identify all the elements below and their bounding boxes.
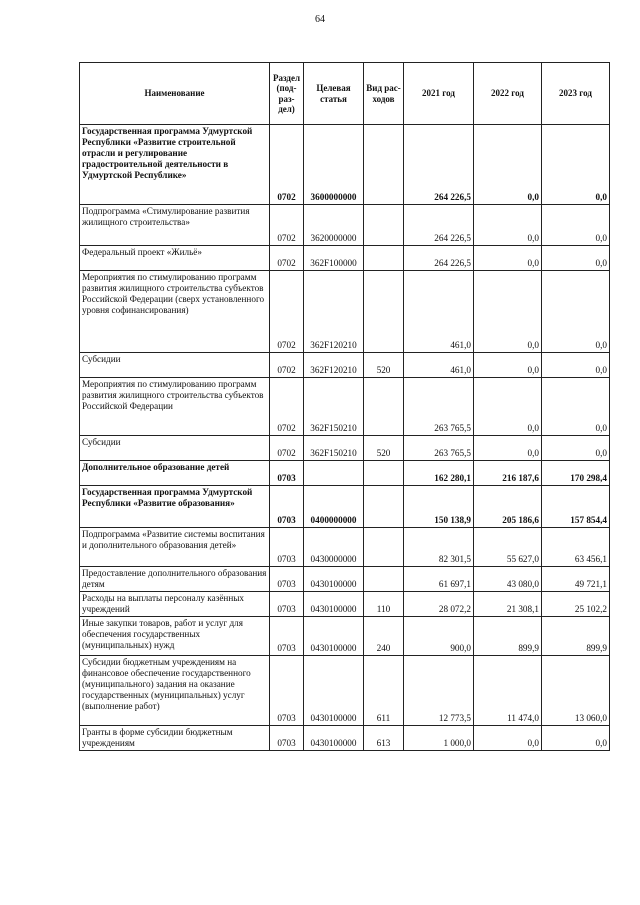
table-row: [80, 125, 610, 205]
row-section: 0702: [270, 436, 304, 461]
row-target: 0400000000: [304, 486, 364, 528]
row-2023: 63 456,1: [542, 528, 610, 567]
row-2021: 162 280,1: [404, 461, 474, 486]
row-section: 0703: [270, 486, 304, 528]
page-number: 64: [315, 14, 325, 25]
row-2022: 205 186,6: [474, 486, 542, 528]
table-row: [80, 656, 610, 726]
row-2023: 0,0: [542, 353, 610, 378]
row-2022: 0,0: [474, 726, 542, 751]
row-expense: [364, 125, 404, 205]
row-2021: 61 697,1: [404, 567, 474, 592]
row-section: 0702: [270, 246, 304, 271]
row-2022: 0,0: [474, 125, 542, 205]
row-expense: 110: [364, 592, 404, 617]
row-section: 0702: [270, 125, 304, 205]
row-name: Субсидии бюджетным учреждениям на финансовое обеспечение государственного (муниципального) задания на оказание государственных (муниципальных) услуг (выполнение работ): [80, 656, 270, 726]
row-name: Мероприятия по стимулированию программ развития жилищного строительства субъектов Российской Федерации (сверх установленного уровня софинансирования): [80, 271, 270, 353]
row-expense: [364, 528, 404, 567]
row-section: 0702: [270, 205, 304, 246]
row-2022: 899,9: [474, 617, 542, 656]
row-2023: 899,9: [542, 617, 610, 656]
row-2021: 12 773,5: [404, 656, 474, 726]
row-section: 0703: [270, 726, 304, 751]
row-2022: 43 080,0: [474, 567, 542, 592]
table-row: [80, 486, 610, 528]
row-2022: 0,0: [474, 378, 542, 436]
row-2021: 28 072,2: [404, 592, 474, 617]
row-2023: 49 721,1: [542, 567, 610, 592]
row-2023: 0,0: [542, 378, 610, 436]
row-target: 362F120210: [304, 271, 364, 353]
row-name: Подпрограмма «Развитие системы воспитания и дополнительного образования детей»: [80, 528, 270, 567]
row-expense: 240: [364, 617, 404, 656]
row-target: 0430100000: [304, 726, 364, 751]
table-row: [80, 617, 610, 656]
row-name: Расходы на выплаты персоналу казённых учреждений: [80, 592, 270, 617]
row-2021: 461,0: [404, 353, 474, 378]
row-expense: [364, 567, 404, 592]
row-expense: 611: [364, 656, 404, 726]
row-expense: 520: [364, 436, 404, 461]
row-target: 0430000000: [304, 528, 364, 567]
row-target: 3600000000: [304, 125, 364, 205]
row-2023: 0,0: [542, 125, 610, 205]
row-name: Гранты в форме субсидии бюджетным учреждениям: [80, 726, 270, 751]
header-name: Наименование: [80, 63, 270, 125]
row-target: 0430100000: [304, 656, 364, 726]
row-name: Дополнительное образование детей: [80, 461, 270, 486]
row-name: Федеральный проект «Жильё»: [80, 246, 270, 271]
row-section: 0703: [270, 567, 304, 592]
table-row: [80, 378, 610, 436]
row-target: 362F150210: [304, 378, 364, 436]
row-target: [304, 461, 364, 486]
table-row: [80, 592, 610, 617]
table-row: [80, 567, 610, 592]
row-2023: 25 102,2: [542, 592, 610, 617]
row-2023: 13 060,0: [542, 656, 610, 726]
row-2021: 264 226,5: [404, 246, 474, 271]
row-target: 0430100000: [304, 567, 364, 592]
row-2021: 264 226,5: [404, 125, 474, 205]
row-name: Государственная программа Удмуртской Республики «Развитие образования»: [80, 486, 270, 528]
table-row: [80, 436, 610, 461]
table-row: [80, 271, 610, 353]
row-2023: 170 298,4: [542, 461, 610, 486]
row-section: 0702: [270, 378, 304, 436]
row-expense: [364, 378, 404, 436]
row-expense: 613: [364, 726, 404, 751]
table-row: [80, 246, 610, 271]
row-2022: 0,0: [474, 436, 542, 461]
row-target: 362F150210: [304, 436, 364, 461]
table-row: [80, 353, 610, 378]
row-2022: 55 627,0: [474, 528, 542, 567]
row-name: Подпрограмма «Стимулирование развития жилищного строительства»: [80, 205, 270, 246]
row-target: 0430100000: [304, 592, 364, 617]
budget-table: [79, 62, 610, 751]
row-2021: 461,0: [404, 271, 474, 353]
row-section: 0702: [270, 271, 304, 353]
row-name: Государственная программа Удмуртской Республики «Развитие строительной отрасли и регулирование градостроительной деятельности в Удмуртской Республике»: [80, 125, 270, 205]
row-2023: 0,0: [542, 436, 610, 461]
row-target: 362F100000: [304, 246, 364, 271]
row-2022: 21 308,1: [474, 592, 542, 617]
row-2021: 1 000,0: [404, 726, 474, 751]
header-target: Целевая статья: [304, 63, 364, 125]
row-target: 362F120210: [304, 353, 364, 378]
row-name: Субсидии: [80, 353, 270, 378]
row-target: 3620000000: [304, 205, 364, 246]
row-2021: 263 765,5: [404, 436, 474, 461]
row-name: Предоставление дополнительного образования детям: [80, 567, 270, 592]
row-2023: 0,0: [542, 205, 610, 246]
row-expense: [364, 205, 404, 246]
row-2023: 0,0: [542, 271, 610, 353]
row-section: 0703: [270, 528, 304, 567]
row-2023: 0,0: [542, 246, 610, 271]
table-row: [80, 726, 610, 751]
row-2023: 157 854,4: [542, 486, 610, 528]
row-2023: 0,0: [542, 726, 610, 751]
row-2022: 216 187,6: [474, 461, 542, 486]
header-2021: 2021 год: [404, 63, 474, 125]
row-name: Иные закупки товаров, работ и услуг для обеспечения государственных (муниципальных) нужд: [80, 617, 270, 656]
row-section: 0703: [270, 592, 304, 617]
row-expense: [364, 461, 404, 486]
row-2021: 150 138,9: [404, 486, 474, 528]
header-section: Раздел (под-раз-дел): [270, 63, 304, 125]
table-row: [80, 528, 610, 567]
row-expense: [364, 271, 404, 353]
row-section: 0703: [270, 617, 304, 656]
row-section: 0703: [270, 461, 304, 486]
table-row: [80, 461, 610, 486]
row-2022: 0,0: [474, 271, 542, 353]
row-2022: 0,0: [474, 353, 542, 378]
row-2021: 263 765,5: [404, 378, 474, 436]
header-expense: Вид рас-ходов: [364, 63, 404, 125]
row-expense: 520: [364, 353, 404, 378]
row-name: Мероприятия по стимулированию программ развития жилищного строительства субъектов Российской Федерации: [80, 378, 270, 436]
table-row: [80, 205, 610, 246]
row-2021: 82 301,5: [404, 528, 474, 567]
header-2023: 2023 год: [542, 63, 610, 125]
row-2022: 0,0: [474, 205, 542, 246]
header-2022: 2022 год: [474, 63, 542, 125]
row-target: 0430100000: [304, 617, 364, 656]
row-name: Субсидии: [80, 436, 270, 461]
row-expense: [364, 246, 404, 271]
row-2021: 900,0: [404, 617, 474, 656]
table-header-row: [80, 63, 610, 125]
row-2021: 264 226,5: [404, 205, 474, 246]
row-section: 0702: [270, 353, 304, 378]
row-section: 0703: [270, 656, 304, 726]
row-expense: [364, 486, 404, 528]
row-2022: 11 474,0: [474, 656, 542, 726]
table-body: [80, 125, 610, 751]
row-2022: 0,0: [474, 246, 542, 271]
